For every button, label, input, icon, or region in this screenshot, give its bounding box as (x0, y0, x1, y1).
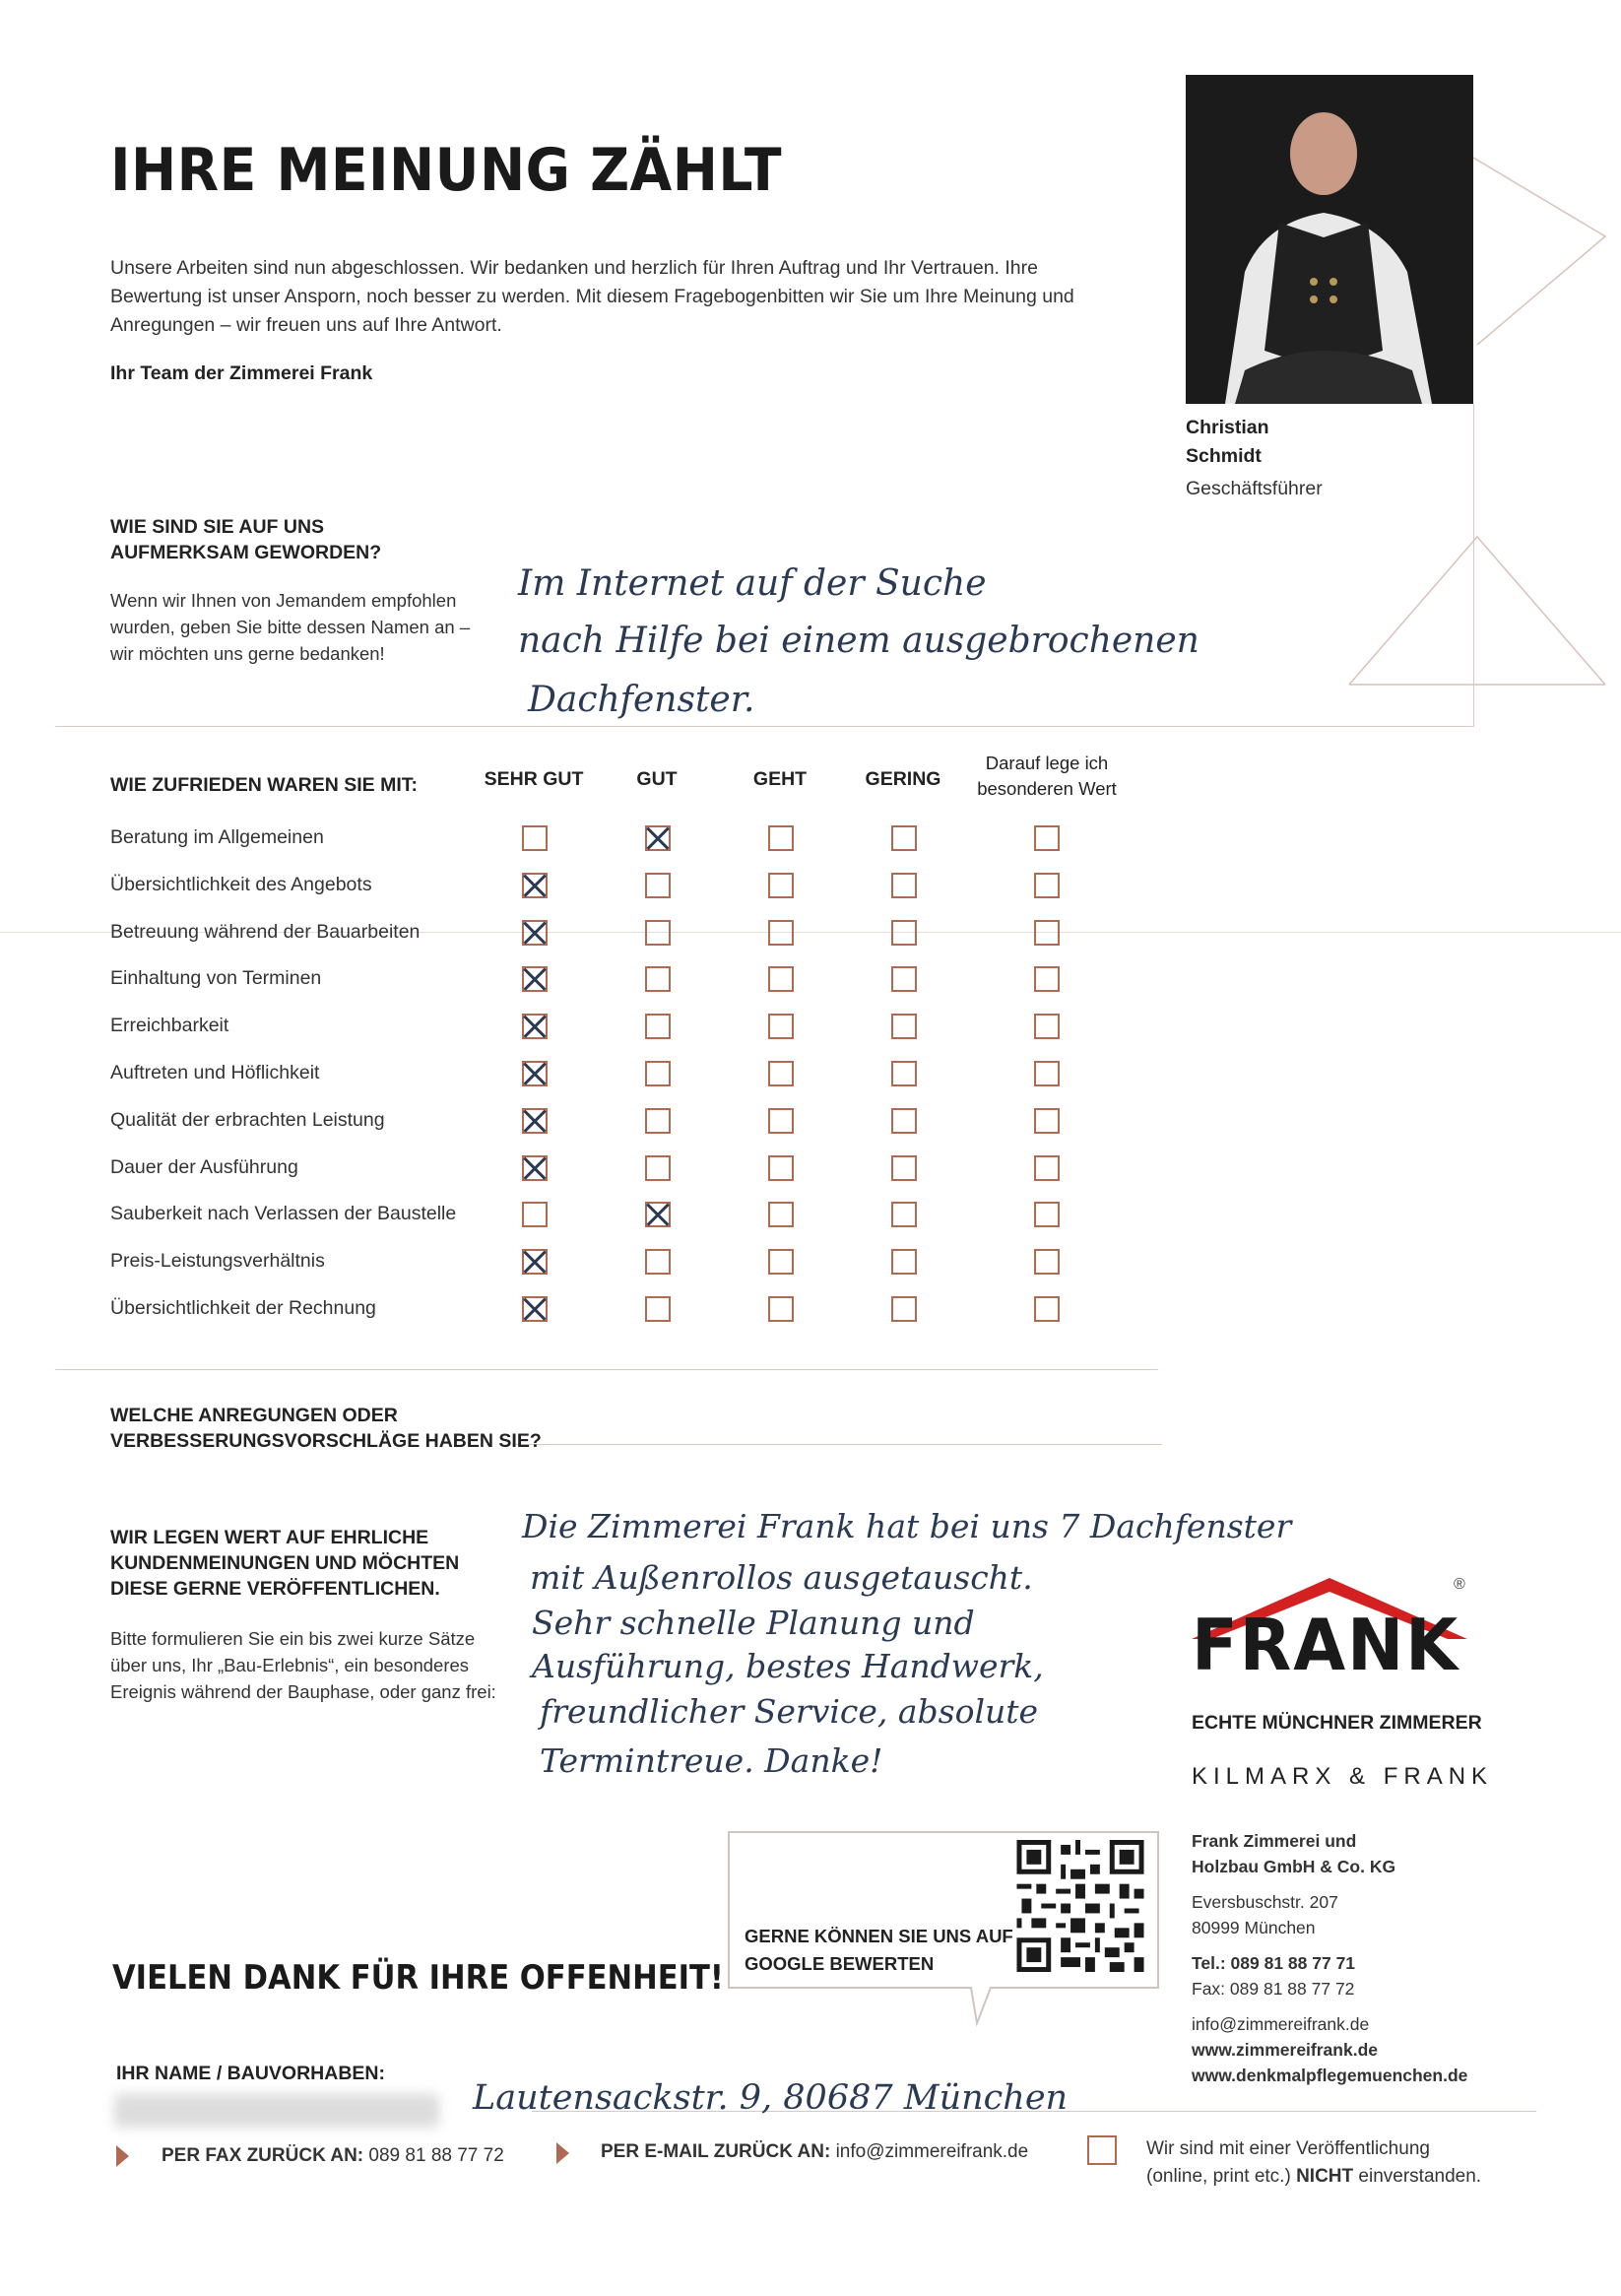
heading-line: WELCHE ANREGUNGEN ODER (110, 1405, 398, 1426)
email-return (601, 2141, 1028, 2163)
rating-checkbox[interactable] (1034, 1014, 1060, 1039)
hint-line: Wenn wir Ihnen von Jemandem empfohlen (110, 590, 457, 611)
header-line: Darauf lege ich (985, 753, 1109, 773)
google-line: GOOGLE BEWERTEN (745, 1953, 935, 1974)
rating-checkbox[interactable] (1034, 1061, 1060, 1086)
contact-role: Geschäftsführer (1186, 478, 1323, 499)
consent-text (1146, 2135, 1481, 2191)
logo-subline: KILMARX & FRANK (1192, 1763, 1494, 1790)
page-title: IHRE MEINUNG ZÄHLT (110, 136, 783, 205)
handwritten-answer[interactable]: Termintreue. Danke! (540, 1741, 883, 1780)
rating-row-label: Erreichbarkeit (110, 1015, 229, 1037)
handwritten-answer[interactable]: Ausführung, bestes Handwerk, (532, 1647, 1044, 1685)
column-header-gering: GERING (865, 768, 941, 790)
divider (55, 1369, 1158, 1370)
consent-line: Wir sind mit einer Veröffentlichung (1146, 2138, 1430, 2159)
company-name: Holzbau GmbH & Co. KG (1192, 1857, 1396, 1876)
contact-name (1186, 414, 1269, 471)
rating-checkbox[interactable] (522, 1296, 548, 1322)
rating-checkbox[interactable] (522, 873, 548, 898)
email-label: PER E-MAIL ZURÜCK AN: (601, 2141, 831, 2162)
rating-row-label: Übersichtlichkeit der Rechnung (110, 1297, 376, 1319)
email-address[interactable]: info@zimmereifrank.de (835, 2141, 1029, 2162)
company-web-link[interactable]: www.zimmereifrank.de (1192, 2040, 1378, 2060)
rating-row-label: Auftreten und Höflichkeit (110, 1062, 320, 1083)
rating-checkbox[interactable] (1034, 1202, 1060, 1227)
logo-wordmark: FRANK (1192, 1604, 1460, 1686)
rating-checkbox[interactable] (891, 1108, 917, 1134)
rating-checkbox[interactable] (645, 1249, 671, 1275)
rating-checkbox[interactable] (768, 825, 794, 851)
consent-checkbox[interactable] (1087, 2135, 1117, 2165)
rating-row-label: Beratung im Allgemeinen (110, 826, 324, 848)
rating-checkbox[interactable] (891, 825, 917, 851)
column-header-geht: GEHT (752, 768, 808, 790)
rating-checkbox[interactable] (768, 1249, 794, 1275)
rating-checkbox[interactable] (522, 1108, 548, 1134)
thanks-heading: VIELEN DANK FÜR IHRE OFFENHEIT! (112, 1958, 724, 1998)
rating-checkbox[interactable] (768, 873, 794, 898)
hint-line: Bitte formulieren Sie ein bis zwei kurze Sätze (110, 1628, 476, 1649)
rating-checkbox[interactable] (891, 1014, 917, 1039)
divider (512, 1444, 1162, 1445)
rating-checkbox[interactable] (891, 1155, 917, 1181)
rating-checkbox[interactable] (768, 920, 794, 946)
team-signature: Ihr Team der Zimmerei Frank (110, 362, 373, 384)
column-header-sehr-gut: SEHR GUT (484, 768, 584, 790)
handwritten-answer[interactable]: freundlicher Service, absolute (540, 1692, 1039, 1731)
rating-checkbox[interactable] (768, 1108, 794, 1134)
handwritten-answer[interactable]: Dachfenster. (528, 680, 755, 720)
divider (55, 726, 1473, 727)
name-field-answer[interactable]: Lautensackstr. 9, 80687 München (473, 2078, 1069, 2118)
intro-text: Unsere Arbeiten sind nun abgeschlossen. Wir bedanken und herzlich für Ihren Auftrag und Ihr Vertrauen. Ihre Bewertung ist unser Ansporn, noch besser zu werden. Mit diesem Fragebogenbitten wir Sie um Ihre Meinung und Anregungen – wir freuen uns auf Ihre Antwort. (110, 257, 1074, 336)
name-field-label: IHR NAME / BAUVORHABEN: (116, 2063, 385, 2084)
fax-return (162, 2145, 504, 2167)
rating-heading: WIE ZUFRIEDEN WAREN SIE MIT: (110, 774, 418, 796)
handwritten-answer[interactable]: mit Außenrollos ausgetauscht. (530, 1558, 1033, 1597)
portrait-photo (1186, 75, 1473, 404)
redacted-name (114, 2094, 439, 2128)
rating-checkbox[interactable] (1034, 966, 1060, 992)
company-phone[interactable]: Tel.: 089 81 88 77 71 (1192, 1953, 1356, 1973)
rating-checkbox[interactable] (522, 825, 548, 851)
rating-checkbox[interactable] (522, 920, 548, 946)
rating-checkbox[interactable] (1034, 1249, 1060, 1275)
rating-checkbox[interactable] (891, 1249, 917, 1275)
handwritten-answer[interactable]: Sehr schnelle Planung und (532, 1604, 975, 1642)
rating-row-label: Preis-Leistungsverhältnis (110, 1250, 325, 1273)
rating-checkbox[interactable] (645, 1108, 671, 1134)
rating-checkbox[interactable] (891, 920, 917, 946)
google-review-text (745, 1923, 1013, 1978)
google-line: GERNE KÖNNEN SIE UNS AUF (745, 1926, 1013, 1946)
rating-row-label: Übersichtlichkeit des Angebots (110, 873, 372, 895)
fax-label: PER FAX ZURÜCK AN: (162, 2145, 364, 2166)
consent-emphasis: NICHT (1296, 2166, 1354, 2187)
consent-line: (online, print etc.) (1146, 2166, 1291, 2187)
rating-checkbox[interactable] (891, 1202, 917, 1227)
rating-checkbox[interactable] (1034, 825, 1060, 851)
rating-checkbox[interactable] (768, 966, 794, 992)
qr-code-icon[interactable] (1016, 1840, 1144, 1972)
registered-mark: ® (1454, 1576, 1465, 1593)
rating-checkbox[interactable] (1034, 1296, 1060, 1322)
company-city: 80999 München (1192, 1918, 1316, 1937)
company-web-link[interactable]: www.denkmalpflegemuenchen.de (1192, 2066, 1468, 2085)
rating-checkbox[interactable] (891, 1296, 917, 1322)
rating-checkbox[interactable] (645, 1061, 671, 1086)
question-heading (110, 1403, 542, 1454)
heading-line: AUFMERKSAM GEWORDEN? (110, 542, 382, 563)
heading-line: VERBESSERUNGSVORSCHLÄGE HABEN SIE? (110, 1430, 542, 1452)
handwritten-answer[interactable]: Die Zimmerei Frank hat bei uns 7 Dachfenster (522, 1507, 1292, 1545)
rating-checkbox[interactable] (522, 966, 548, 992)
heading-line: DIESE GERNE VERÖFFENTLICHEN. (110, 1578, 440, 1600)
rating-checkbox[interactable] (1034, 1108, 1060, 1134)
rating-checkbox[interactable] (522, 1202, 548, 1227)
heading-line: KUNDENMEINUNGEN UND MÖCHTEN (110, 1552, 460, 1574)
rating-checkbox[interactable] (1034, 920, 1060, 946)
rating-checkbox[interactable] (645, 966, 671, 992)
rating-checkbox[interactable] (645, 873, 671, 898)
hint-line: über uns, Ihr „Bau-Erlebnis“, ein besonderes (110, 1655, 470, 1675)
hint-line: wir möchten uns gerne bedanken! (110, 643, 385, 664)
column-header-gut: GUT (636, 768, 678, 790)
rating-checkbox[interactable] (645, 1296, 671, 1322)
rating-checkbox[interactable] (768, 1061, 794, 1086)
rating-checkbox[interactable] (645, 1202, 671, 1227)
rating-checkbox[interactable] (522, 1061, 548, 1086)
rating-checkbox[interactable] (891, 873, 917, 898)
fax-number: 089 81 88 77 72 (368, 2145, 504, 2166)
column-header-priority (963, 751, 1131, 802)
rating-checkbox[interactable] (768, 1296, 794, 1322)
rating-row-label: Betreuung während der Bauarbeiten (110, 920, 421, 943)
rating-checkbox[interactable] (1034, 873, 1060, 898)
rating-row-label: Einhaltung von Terminen (110, 967, 322, 990)
hint-line: wurden, geben Sie bitte dessen Namen an – (110, 617, 471, 637)
heading-line: WIR LEGEN WERT AUF EHRLICHE (110, 1527, 429, 1548)
rating-checkbox[interactable] (522, 1155, 548, 1181)
rating-checkbox[interactable] (768, 1014, 794, 1039)
rating-row-label: Sauberkeit nach Verlassen der Baustelle (110, 1203, 457, 1225)
consent-line: einverstanden. (1358, 2166, 1482, 2187)
heading-line: WIE SIND SIE AUF UNS (110, 516, 325, 538)
contact-first-name: Christian (1186, 417, 1269, 438)
rating-row-label: Qualität der erbrachten Leistung (110, 1108, 385, 1131)
company-name: Frank Zimmerei und (1192, 1831, 1357, 1851)
rating-checkbox[interactable] (645, 1014, 671, 1039)
question-heading (110, 1525, 459, 1602)
company-email-link[interactable]: info@zimmereifrank.de (1192, 2014, 1370, 2034)
rating-checkbox[interactable] (891, 1061, 917, 1086)
logo-tagline: ECHTE MÜNCHNER ZIMMERER (1192, 1712, 1482, 1734)
company-address (1192, 1828, 1467, 2088)
hint-line: Ereignis während der Bauphase, oder ganz frei: (110, 1681, 496, 1702)
rating-checkbox[interactable] (645, 920, 671, 946)
contact-last-name: Schmidt (1186, 445, 1262, 467)
handwritten-answer[interactable]: Im Internet auf der Suche (518, 563, 987, 604)
header-line: besonderen Wert (977, 778, 1117, 799)
arrow-right-icon (116, 2145, 129, 2167)
rating-checkbox[interactable] (522, 1249, 548, 1275)
company-fax: Fax: 089 81 88 77 72 (1192, 1979, 1355, 1999)
rating-checkbox[interactable] (645, 1155, 671, 1181)
arrow-right-icon (556, 2142, 569, 2164)
rating-checkbox[interactable] (645, 825, 671, 851)
handwritten-answer[interactable]: nach Hilfe bei einem ausgebrochenen (518, 621, 1200, 661)
rating-checkbox[interactable] (522, 1014, 548, 1039)
rating-checkbox[interactable] (1034, 1155, 1060, 1181)
question-hint (110, 587, 470, 667)
company-street: Eversbuschstr. 207 (1192, 1892, 1338, 1912)
question-hint (110, 1625, 496, 1705)
question-heading (110, 514, 381, 565)
rating-checkbox[interactable] (768, 1155, 794, 1181)
rating-checkbox[interactable] (891, 966, 917, 992)
rating-row-label: Dauer der Ausführung (110, 1155, 298, 1178)
rating-checkbox[interactable] (768, 1202, 794, 1227)
